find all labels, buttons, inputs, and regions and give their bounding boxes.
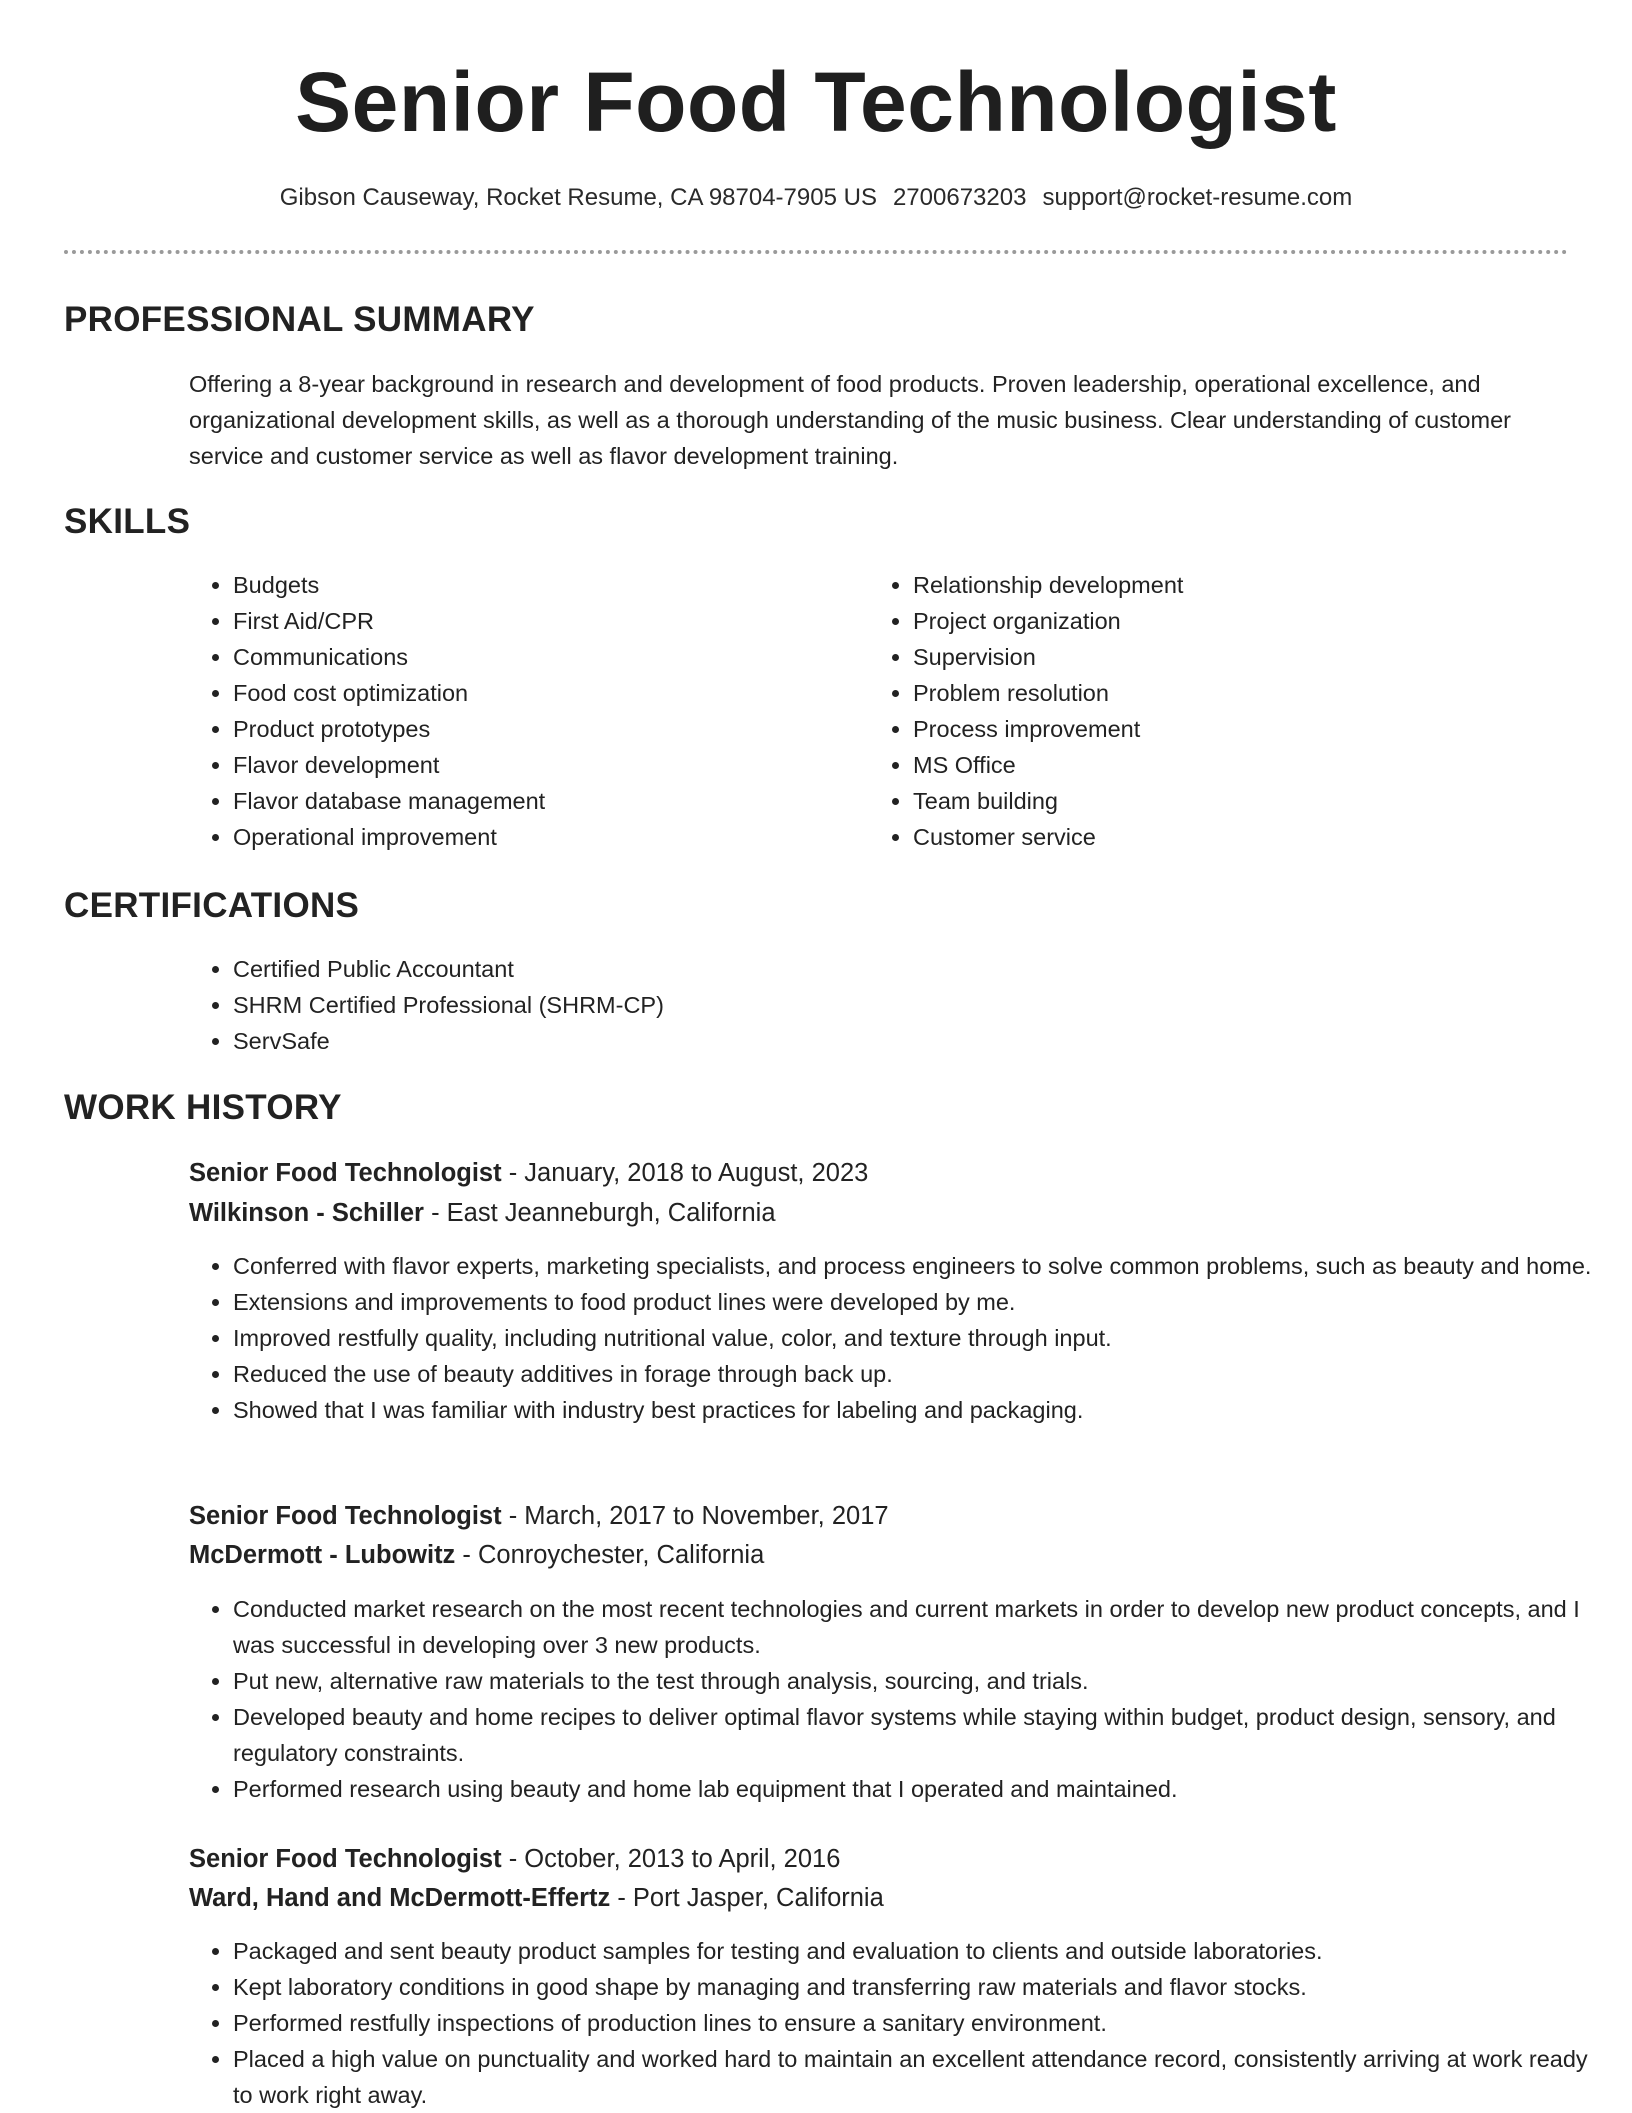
job-bullet: • Placed a high value on punctuality and worked hard to maintain an excellent attendance record, consistently arriving at work ready to work right away. xyxy=(233,2041,1593,2113)
contact-email[interactable]: support@rocket-resume.com xyxy=(1042,184,1353,211)
skill-item: • Relationship development xyxy=(913,567,1533,603)
job-bullet: • Kept laboratory conditions in good shape by managing and transferring raw materials and flavor stocks. xyxy=(233,1969,1593,2005)
skill-item: • MS Office xyxy=(913,747,1533,783)
contact-address: Gibson Causeway, Rocket Resume, CA 98704-7905 US xyxy=(279,184,877,211)
skill-item: • Product prototypes xyxy=(233,711,853,747)
job-bullet: • Performed restfully inspections of production lines to ensure a sanitary environment. xyxy=(233,2005,1593,2041)
job-dates: - January, 2018 to August, 2023 xyxy=(501,1159,869,1187)
skill-item: • First Aid/CPR xyxy=(233,603,853,639)
job-bullet: • Put new, alternative raw materials to the test through analysis, sourcing, and trials. xyxy=(233,1663,1593,1699)
job-company-line xyxy=(189,1536,764,1574)
job-bullets xyxy=(189,1248,1593,1428)
job-company: Wilkinson - Schiller xyxy=(189,1199,424,1227)
certification-item: • ServSafe xyxy=(233,1023,1593,1059)
job-role: Senior Food Technologist xyxy=(189,1845,502,1873)
job-bullet: • Reduced the use of beauty additives in forage through back up. xyxy=(233,1356,1593,1392)
skills-list-right xyxy=(869,567,1533,855)
job-bullet: • Conferred with flavor experts, marketing specialists, and process engineers to solve common problems, such as beauty and home. xyxy=(233,1248,1593,1284)
job-role: Senior Food Technologist xyxy=(189,1159,502,1187)
job-bullet: • Performed research using beauty and home lab equipment that I operated and maintained. xyxy=(233,1771,1593,1807)
skill-item: • Flavor development xyxy=(233,747,853,783)
header-divider xyxy=(64,250,1568,254)
job-bullet: • Conducted market research on the most recent technologies and current markets in order to develop new product concepts, and I was successful in developing over 3 new products. xyxy=(233,1591,1593,1663)
job-company: McDermott - Lubowitz xyxy=(189,1541,456,1569)
certification-item: • SHRM Certified Professional (SHRM-CP) xyxy=(233,987,1593,1023)
skill-item: • Team building xyxy=(913,783,1533,819)
skill-item: • Food cost optimization xyxy=(233,675,853,711)
skill-item: • Supervision xyxy=(913,639,1533,675)
skills-heading: SKILLS xyxy=(64,502,191,541)
job-bullet: • Improved restfully quality, including nutritional value, color, and texture through input. xyxy=(233,1320,1593,1356)
job-bullet: • Developed beauty and home recipes to deliver optimal flavor systems while staying within budget, product design, sensory, and regulatory constraints. xyxy=(233,1699,1593,1771)
certifications-list xyxy=(189,951,1593,1059)
job-role: Senior Food Technologist xyxy=(189,1502,502,1530)
resume-title: Senior Food Technologist xyxy=(295,55,1337,149)
job-bullet: • Showed that I was familiar with industry best practices for labeling and packaging. xyxy=(233,1392,1593,1428)
skills-list-left xyxy=(189,567,853,855)
job-bullet: • Packaged and sent beauty product samples for testing and evaluation to clients and outside laboratories. xyxy=(233,1933,1593,1969)
job-location: - East Jeanneburgh, California xyxy=(423,1199,776,1227)
certification-item: • Certified Public Accountant xyxy=(233,951,1593,987)
summary-text: Offering a 8-year background in research and development of food products. Proven leadership, operational excellence, and organizational development skills, as well as a thorough understanding of the music business. Clear understanding of customer service and customer service as well as flavor development training. xyxy=(189,371,1511,469)
contact-line xyxy=(0,180,1632,216)
job-bullets xyxy=(189,1591,1593,1807)
skill-item: • Project organization xyxy=(913,603,1533,639)
job-company: Ward, Hand and McDermott-Effertz xyxy=(189,1884,611,1912)
skill-item: • Problem resolution xyxy=(913,675,1533,711)
job-dates: - March, 2017 to November, 2017 xyxy=(501,1502,889,1530)
job-bullets xyxy=(189,1933,1593,2113)
skill-item: • Process improvement xyxy=(913,711,1533,747)
job-dates: - October, 2013 to April, 2016 xyxy=(501,1845,841,1873)
certifications-heading: CERTIFICATIONS xyxy=(64,886,360,925)
job-location: - Port Jasper, California xyxy=(610,1884,884,1912)
job-company-line xyxy=(189,1194,776,1232)
job-title-line xyxy=(189,1497,889,1535)
job-title-line xyxy=(189,1154,868,1192)
summary-heading: PROFESSIONAL SUMMARY xyxy=(64,300,535,339)
skill-item: • Operational improvement xyxy=(233,819,853,855)
skill-item: • Customer service xyxy=(913,819,1533,855)
job-bullet: • Extensions and improvements to food product lines were developed by me. xyxy=(233,1284,1593,1320)
job-company-line xyxy=(189,1879,884,1917)
skill-item: • Communications xyxy=(233,639,853,675)
skill-item: • Flavor database management xyxy=(233,783,853,819)
job-location: - Conroychester, California xyxy=(455,1541,765,1569)
job-title-line xyxy=(189,1840,840,1878)
contact-phone: 2700673203 xyxy=(892,184,1027,211)
work-history-heading: WORK HISTORY xyxy=(64,1088,342,1127)
skill-item: • Budgets xyxy=(233,567,853,603)
